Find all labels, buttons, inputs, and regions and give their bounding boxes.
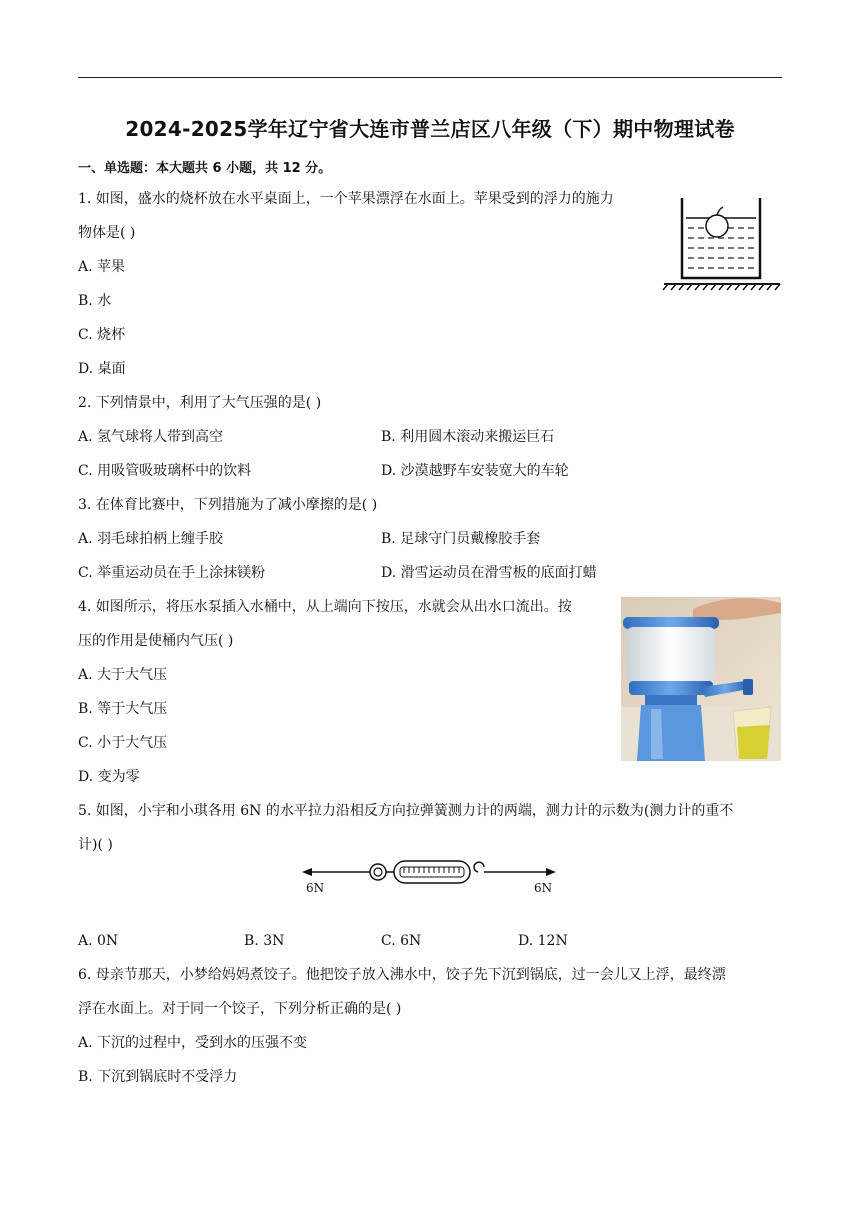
q2-option-c: C. 用吸管吸玻璃杯中的饮料 bbox=[78, 463, 252, 479]
q6-option-a: A. 下沉的过程中，受到水的压强不变 bbox=[78, 1035, 308, 1051]
q1-option-b: B. 水 bbox=[78, 293, 112, 309]
q3-option-a: A. 羽毛球拍柄上缠手胶 bbox=[78, 531, 224, 547]
q4-option-d: D. 变为零 bbox=[78, 769, 140, 785]
right-force-label: 6N bbox=[534, 881, 553, 895]
q1-stem-line-1: 1. 如图，盛水的烧杯放在水平桌面上，一个苹果漂浮在水面上。苹果受到的浮力的施力 bbox=[78, 191, 614, 207]
left-force-label: 6N bbox=[306, 881, 325, 895]
q4-option-c: C. 小于大气压 bbox=[78, 735, 168, 751]
q3-option-d: D. 滑雪运动员在滑雪板的底面打蜡 bbox=[381, 565, 597, 581]
q4-option-a: A. 大于大气压 bbox=[78, 667, 168, 683]
q1-option-c: C. 烧杯 bbox=[78, 327, 126, 343]
q3-option-c: C. 举重运动员在手上涂抹镁粉 bbox=[78, 565, 266, 581]
q3-option-b: B. 足球守门员戴橡胶手套 bbox=[381, 531, 541, 547]
q2-stem: 2. 下列情景中，利用了大气压强的是( ) bbox=[78, 395, 322, 411]
q5-option-b: B. 3N bbox=[244, 933, 285, 949]
q5-option-d: D. 12N bbox=[518, 933, 568, 949]
q1-option-a: A. 苹果 bbox=[78, 259, 126, 275]
q5-option-a: A. 0N bbox=[78, 933, 119, 949]
header-rule bbox=[78, 77, 782, 78]
water-pump-photo bbox=[621, 597, 781, 761]
beaker-apple-figure bbox=[662, 190, 782, 292]
q4-option-b: B. 等于大气压 bbox=[78, 701, 168, 717]
q1-option-d: D. 桌面 bbox=[78, 361, 126, 377]
q5-stem-line-1: 5. 如图，小宇和小琪各用 6N 的水平拉力沿相反方向拉弹簧测力计的两端，测力计的示数为(测力计的重不 bbox=[78, 803, 734, 819]
q1-stem-line-2: 物体是( ) bbox=[78, 225, 136, 241]
q4-stem-line-2: 压的作用是使桶内气压( ) bbox=[78, 633, 234, 649]
q2-option-d: D. 沙漠越野车安装宽大的车轮 bbox=[381, 463, 569, 479]
q6-stem-line-2: 浮在水面上。对于同一个饺子，下列分析正确的是( ) bbox=[78, 1001, 402, 1017]
q2-option-a: A. 氢气球将人带到高空 bbox=[78, 429, 224, 445]
section-heading: 一、单选题：本大题共 6 小题，共 12 分。 bbox=[78, 161, 332, 176]
q6-stem-line-1: 6. 母亲节那天，小梦给妈妈煮饺子。他把饺子放入沸水中，饺子先下沉到锅底，过一会儿又上浮，最终漂 bbox=[78, 967, 726, 983]
q6-option-b: B. 下沉到锅底时不受浮力 bbox=[78, 1069, 238, 1085]
spring-scale-figure bbox=[300, 852, 562, 898]
q2-option-b: B. 利用圆木滚动来搬运巨石 bbox=[381, 429, 555, 445]
q3-stem: 3. 在体育比赛中，下列措施为了减小摩擦的是( ) bbox=[78, 497, 378, 513]
q5-option-c: C. 6N bbox=[381, 933, 422, 949]
q4-stem-line-1: 4. 如图所示，将压水泵插入水桶中，从上端向下按压，水就会从出水口流出。按 bbox=[78, 599, 572, 615]
q5-stem-line-2: 计)( ) bbox=[78, 837, 113, 853]
page-title: 2024-2025学年辽宁省大连市普兰店区八年级（下）期中物理试卷 bbox=[125, 117, 735, 141]
